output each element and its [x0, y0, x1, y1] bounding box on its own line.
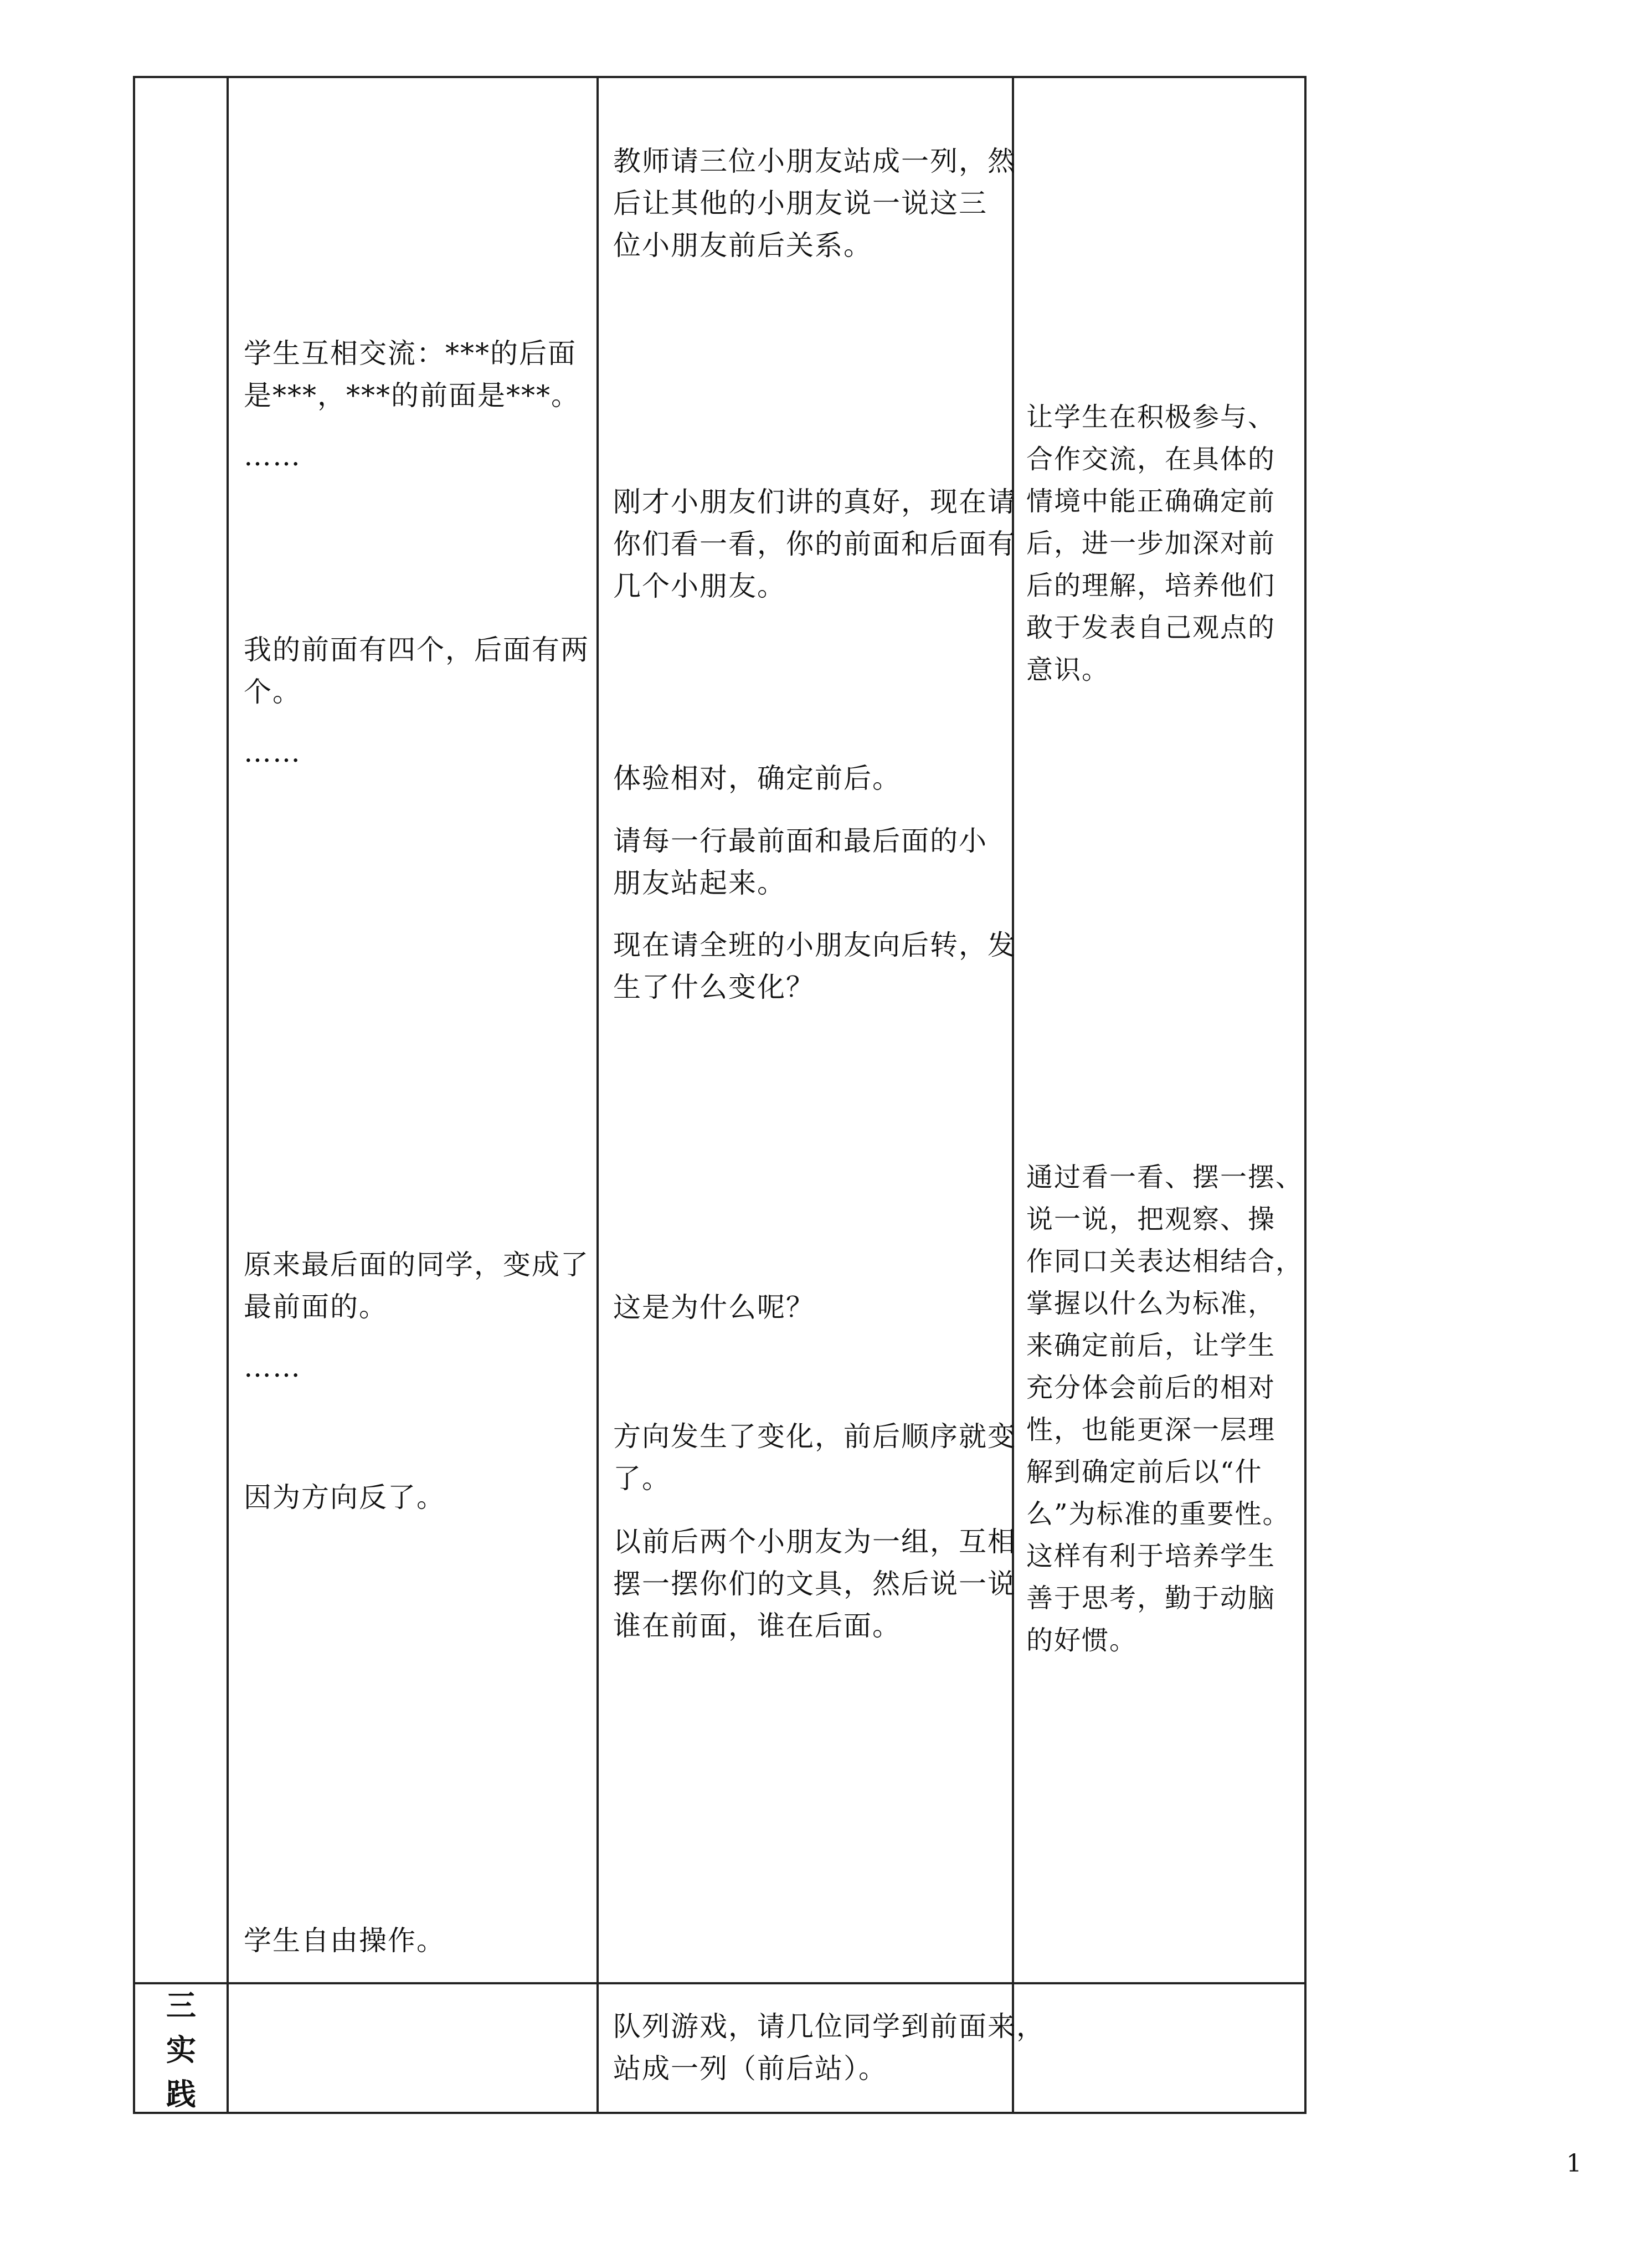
- table-line-col0: [133, 76, 135, 2114]
- student-text-6: ……: [244, 1351, 301, 1383]
- student-text-4: ……: [244, 736, 301, 768]
- student-text-2: ……: [244, 440, 301, 472]
- stage-label-char-1: 三: [166, 1988, 196, 2023]
- table-line-col4: [1304, 76, 1307, 2114]
- table-line-mid: [133, 1982, 1307, 1984]
- student-text-5: 原来最后面的同学，变成了 最前面的。: [244, 1249, 589, 1323]
- table-line-bottom: [133, 2112, 1307, 2114]
- stage-label-char-3: 践: [166, 2076, 196, 2112]
- intent-text-2: 通过看一看、摆一摆、 说一说，把观察、操 作同口关表达相结合， 掌握以什么为标准， 来确定前后，让学生 充分体会前后的相对 性，也能更深一层理 解到确定前后以“什 么”为标准的重要性。 这样有利于培养学生 善于思考，勤于动脑 的好惯。: [1026, 1162, 1304, 1656]
- stage-label-char-2: 实: [166, 2032, 196, 2067]
- teacher-text-3: 体验相对，确定前后。: [613, 762, 901, 794]
- table-line-col2: [596, 76, 599, 2114]
- teacher-text-6: 这是为什么呢？: [613, 1291, 815, 1323]
- table-line-col3: [1012, 76, 1014, 2114]
- intent-text-1: 让学生在积极参与、 合作交流，在具体的 情境中能正确确定前 后，进一步加深对前 后的理解，培养他们 敢于发表自己观点的 意识。: [1026, 402, 1276, 685]
- teacher-text-1: 教师请三位小朋友站成一列，然 后让其他的小朋友说一说这三 位小朋友前后关系。: [613, 145, 1016, 261]
- student-text-7: 因为方向反了。: [244, 1481, 445, 1513]
- teacher-text-8: 以前后两个小朋友为一组，互相 摆一摆你们的文具，然后说一说 谁在前面，谁在后面。: [613, 1526, 1016, 1642]
- stage-label: [135, 1983, 228, 2116]
- practice-teacher-text: 队列游戏，请几位同学到前面来， 站成一列（前后站）。: [613, 2010, 1045, 2085]
- page-number: 1: [1566, 2149, 1582, 2178]
- student-text-3: 我的前面有四个，后面有两 个。: [244, 634, 589, 708]
- teacher-text-5: 现在请全班的小朋友向后转，发 生了什么变化？: [613, 929, 1016, 1003]
- table-line-col1: [227, 76, 229, 2114]
- teacher-text-4: 请每一行最前面和最后面的小 朋友站起来。: [613, 825, 987, 899]
- student-text-8: 学生自由操作。: [244, 1925, 445, 1957]
- teacher-text-2: 刚才小朋友们讲的真好，现在请 你们看一看，你的前面和后面有 几个小朋友。: [613, 486, 1016, 602]
- table-line-top: [133, 76, 1307, 78]
- student-text-1: 学生互相交流：***的后面 是***，***的前面是***。: [244, 337, 580, 412]
- teacher-text-7: 方向发生了变化，前后顺序就变 了。: [613, 1420, 1016, 1495]
